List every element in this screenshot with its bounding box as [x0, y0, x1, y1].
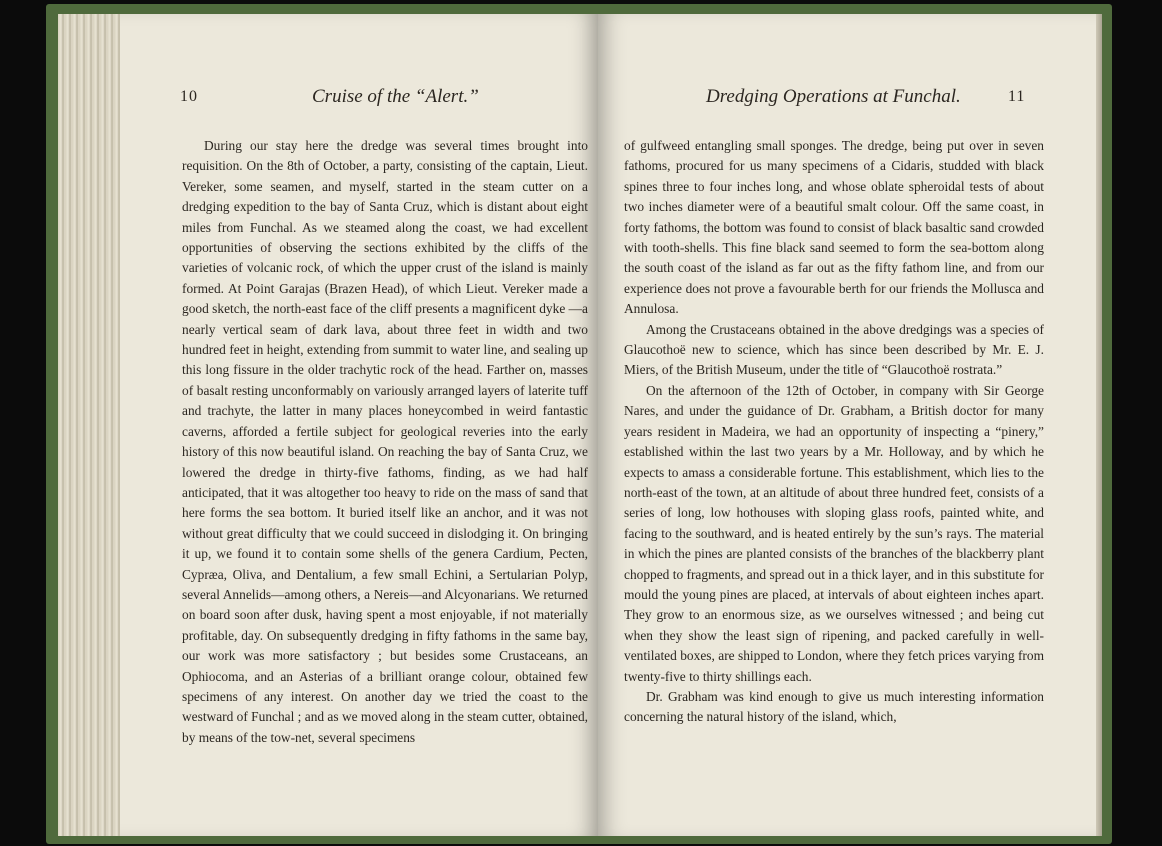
right-paragraph: of gulfweed entangling small sponges. The dredge, being put over in seven fathoms, procured for us many specimens of a Cidaris, studded with black spines three to four inches long, and whose oblate spheroidal tests of about two inches diameter were of a beautiful smalt colour. Off the same coast, in forty fathoms, the bottom was found to consist of black basaltic sand crowded with tooth-shells. This fine black sand seemed to form the sea-bottom along the south coast of the island as far out as the fifty fathom line, and from our experience does not prove a favourable berth for our friends the Mollusca and Annulosa. — [624, 138, 1044, 317]
page-edges-left — [58, 14, 128, 836]
left-page — [120, 14, 598, 836]
right-page — [598, 14, 1098, 836]
right-paragraph: On the afternoon of the 12th of October, in company with Sir George Nares, and under the guidance of Dr. Grabham, a British doctor for many years resident in Madeira, we had an opportunity of inspecting a “pinery,” established within the last two years by a Mr. Holloway, and by which he expects to amass a considerable fortune. This establishment, which lies to the north-east of the town, at an altitude of about three hundred feet, consists of a series of long, low hothouses with sloping glass roofs, painted white, and facing to the southward, and is heated entirely by the sun’s rays. The material in which the pines are planted consists of the branches of the blackberry plant chopped to fragments, and spread out in a thick layer, and in this substitute for mould the young pines are placed, at intervals of about eighteen inches apart. They grow to an enormous size, as we ourselves witnessed ; and being cut when they show the least sign of ripening, and packed carefully in well-ventilated boxes, are shipped to London, where they fetch prices varying from twenty-five to thirty shillings each. — [624, 382, 1044, 684]
right-body-text — [624, 136, 1044, 728]
right-paragraph: Dr. Grabham was kind enough to give us much interesting information concerning the natural history of the island, which, — [624, 688, 1044, 725]
left-body-text — [182, 136, 588, 748]
page-edges-right — [1096, 14, 1102, 836]
right-page-number: 11 — [1008, 88, 1026, 105]
right-paragraph: Among the Crustaceans obtained in the above dredgings was a species of Glaucothoë new to science, which has since been described by Mr. E. J. Miers, of the British Museum, under the title of “Glaucothoë rostrata.” — [624, 321, 1044, 378]
left-running-title: Cruise of the “Alert.” — [312, 86, 479, 107]
left-paragraph: During our stay here the dredge was several times brought into requisition. On the 8th of October, a party, consisting of the captain, Lieut. Vereker, some seamen, and myself, started in the steam cutter on a dredging expedition to the bay of Santa Cruz, which is distant about eight miles from Funchal. As we steamed along the coast, we had excellent opportunities of observing the sections exhibited by the cliffs of the varieties of volcanic rock, of which the upper crust of the island is mainly formed. At Point Garajas (Brazen Head), of which Lieut. Vereker made a good sketch, the north-east face of the cliff presents a magnificent dyke —a nearly vertical seam of dark lava, about three feet in width and two hundred feet in height, extending from summit to water line, and sealing up this long fissure in the older trachytic rock of the head. Farther on, masses of basalt resting unconformably on variously arranged layers of laterite tuff and trachyte, the latter in many places honeycombed in weird fantastic caverns, afforded a fertile subject for geological reveries into the early history of this now beautiful island. On reaching the bay of Santa Cruz, we lowered the dredge in thirty-five fathoms, finding, as we had half anticipated, that it was altogether too heavy to ride on the mass of sand that here forms the sea bottom. It buried itself like an anchor, and it was not without great difficulty that we could succeed in dislodging it. On bringing it up, we found it to contain some shells of the genera Cardium, Pecten, Cypræa, Oliva, and Dentalium, a few small Echini, a Sertularian Polyp, several Annelids—among others, a Nereis—and Alcyonarians. We returned on board soon after dusk, having spent a most enjoyable, if not materially profitable, day. On subsequently dredging in fifty fathoms in the same bay, our work was more satisfactory ; but besides some Crustaceans, an Ophiocoma, and an Asterias of a brilliant orange colour, obtained few specimens of any interest. On another day we tried the coast to the westward of Funchal ; and as we moved along in the steam cutter, obtained, by means of the tow-net, several specimens — [182, 138, 588, 745]
right-running-title: Dredging Operations at Funchal. — [706, 86, 961, 107]
left-page-number: 10 — [180, 88, 198, 105]
